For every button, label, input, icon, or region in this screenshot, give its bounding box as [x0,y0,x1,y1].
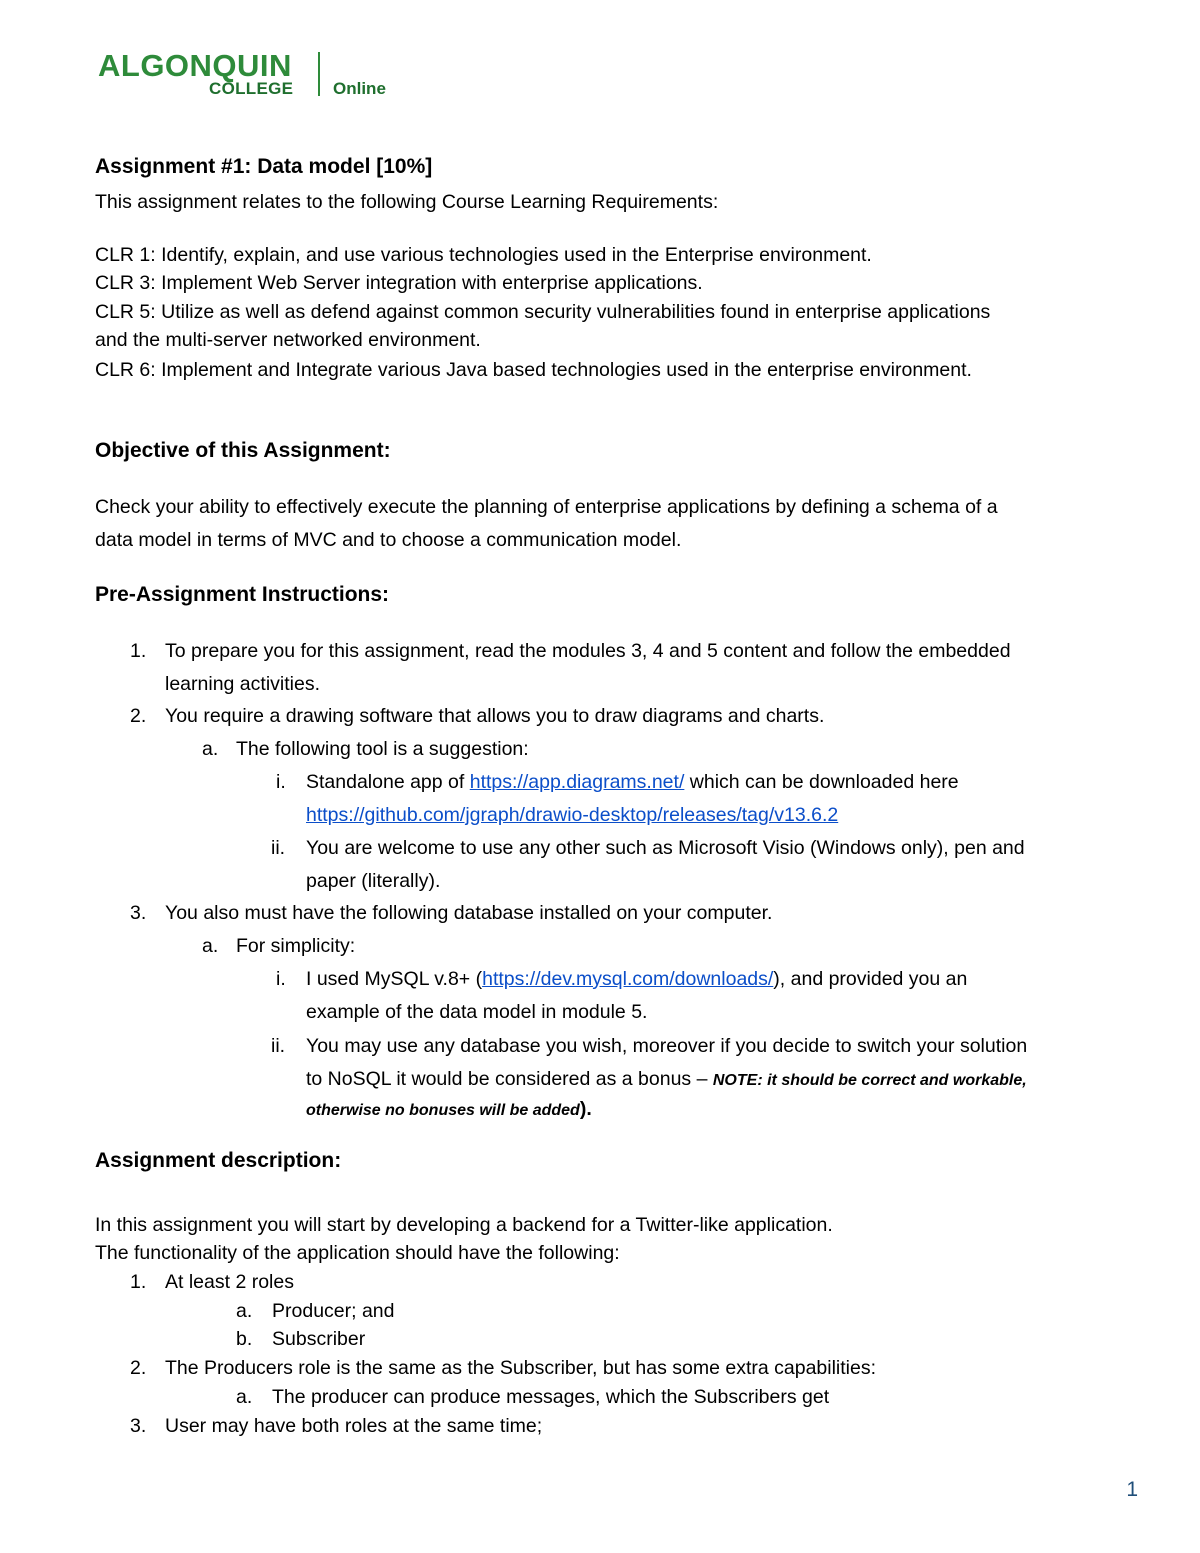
page-number: 1 [1126,1478,1138,1501]
pre-item-1: To prepare you for this assignment, read the modules 3, 4 and 5 content and follow the embedded [165,640,1011,662]
logo-algonquin: ALGONQUIN [98,48,292,83]
pre-item-1-cont: learning activities. [165,673,320,695]
clr-3: CLR 3: Implement Web Server integration with enterprise applications. [95,272,703,294]
logo-divider [318,52,320,96]
desc-item-2: The Producers role is the same as the Subscriber, but has some extra capabilities: [165,1357,877,1379]
bonus-note-cont: otherwise no bonuses will be added [306,1102,580,1119]
objective-heading: Objective of this Assignment: [95,439,391,462]
clr-5-cont: and the multi-server networked environment. [95,329,481,351]
pre-item-3: You also must have the following database installed on your computer. [165,902,773,924]
pre-item-3aii: You may use any database you wish, moreover if you decide to switch your solution [306,1035,1028,1057]
list-number: 3. [130,1415,147,1437]
description-heading: Assignment description: [95,1149,342,1172]
intro-text: This assignment relates to the following Course Learning Requirements: [95,191,719,213]
pre-item-2: You require a drawing software that allows you to draw diagrams and charts. [165,705,825,727]
pre-heading: Pre-Assignment Instructions: [95,583,390,606]
list-number: 1. [130,1271,147,1293]
desc-item-1a: Producer; and [272,1300,395,1322]
pre-item-2ai [306,770,959,794]
list-roman: i. [276,771,286,793]
bonus-note-end: ). [579,1098,592,1120]
objective-line-2: data model in terms of MVC and to choose a communication model. [95,529,682,551]
list-number: 3. [130,902,147,924]
list-roman: ii. [271,837,286,859]
pre-item-3a: For simplicity: [236,935,356,957]
bonus-note: NOTE: it should be correct and workable, [712,1072,1027,1089]
pre-item-2ai-text-2: which can be downloaded here [684,771,959,793]
page-title: Assignment #1: Data model [10%] [95,155,433,178]
desc-item-3: User may have both roles at the same time; [165,1415,543,1437]
pre-item-2ai-cont [306,803,838,827]
list-roman: ii. [271,1035,286,1057]
diagrams-link[interactable]: https://app.diagrams.net/ [469,771,685,793]
college-logo [98,50,398,100]
list-letter: a. [236,1300,253,1322]
desc-item-2a: The producer can produce messages, which the Subscribers get [272,1386,830,1408]
objective-line-1: Check your ability to effectively execute the planning of enterprise applications by defining a schema of a [95,496,998,518]
list-letter: a. [236,1386,253,1408]
pre-item-3aii-cont [306,1067,1027,1093]
list-letter: a. [202,935,219,957]
pre-item-2a: The following tool is a suggestion: [236,738,529,760]
description-line-1: In this assignment you will start by developing a backend for a Twitter-like application. [95,1214,833,1236]
list-letter: b. [236,1328,253,1350]
logo-college: COLLEGE [209,79,294,98]
mysql-downloads-link[interactable]: https://dev.mysql.com/downloads/ [482,968,774,990]
pre-item-3ai-text-2: ), and provided you an [773,968,968,990]
pre-item-3aii-text: to NoSQL it would be considered as a bonus – [306,1068,713,1090]
pre-item-2ai-text: Standalone app of [306,771,470,793]
pre-item-3ai-text: I used MySQL v.8+ ( [306,968,483,990]
description-line-2: The functionality of the application should have the following: [95,1242,620,1264]
list-letter: a. [202,738,219,760]
logo-online: Online [333,79,386,98]
list-number: 2. [130,705,147,727]
pre-item-3aii-cont-2 [306,1097,592,1123]
desc-item-1b: Subscriber [272,1328,366,1350]
pre-item-3ai-cont: example of the data model in module 5. [306,1001,648,1023]
pre-item-2aii: You are welcome to use any other such as Microsoft Visio (Windows only), pen and [306,837,1025,859]
github-drawio-link[interactable]: https://github.com/jgraph/drawio-desktop/releases/tag/v13.6.2 [306,804,839,826]
clr-5: CLR 5: Utilize as well as defend against common security vulnerabilities found in enterprise applications [95,301,991,323]
clr-1: CLR 1: Identify, explain, and use various technologies used in the Enterprise environment. [95,244,872,266]
list-number: 1. [130,640,147,662]
list-number: 2. [130,1357,147,1379]
pre-item-3ai [306,967,967,991]
pre-item-2aii-cont: paper (literally). [306,870,441,892]
clr-6: CLR 6: Implement and Integrate various Java based technologies used in the enterprise environment. [95,359,972,381]
list-roman: i. [276,968,286,990]
desc-item-1: At least 2 roles [165,1271,294,1293]
